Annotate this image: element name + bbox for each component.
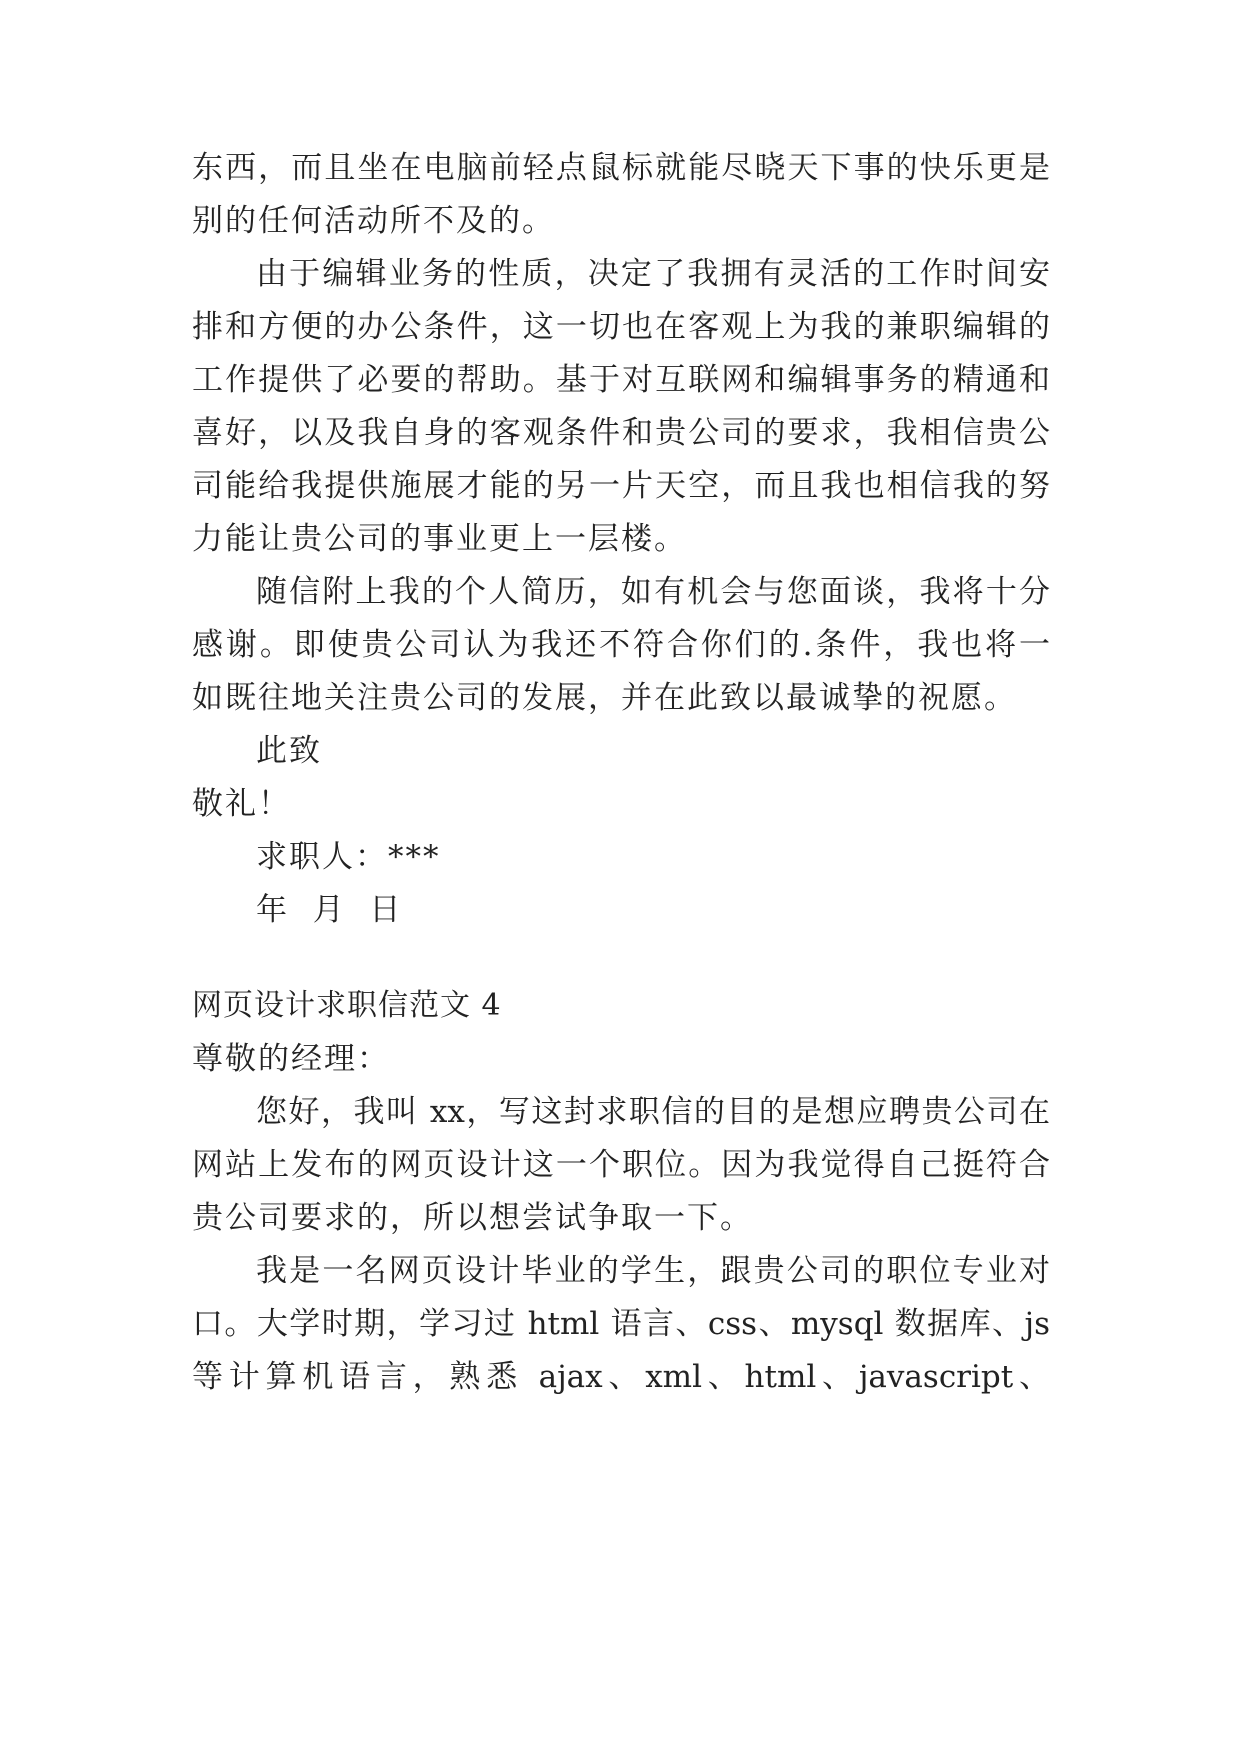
text-line: 感谢。即使贵公司认为我还不符合你们的.条件，我也将一 xyxy=(192,627,1050,663)
text-line: 工作提供了必要的帮助。基于对互联网和编辑事务的精通和 xyxy=(192,362,1050,398)
text-line: 如既往地关注贵公司的发展，并在此致以最诚挚的祝愿。 xyxy=(192,680,1017,716)
text-line: 等计算机语言，熟悉 ajax、xml、html、javascript、 xyxy=(192,1359,1050,1395)
text-line: 网站上发布的网页设计这一个职位。因为我觉得自己挺符合 xyxy=(192,1147,1050,1183)
text-line: 贵公司要求的，所以想尝试争取一下。 xyxy=(192,1200,753,1236)
text-line: 口。大学时期，学习过 html 语言、css、mysql 数据库、js xyxy=(192,1306,1050,1342)
text-line: 喜好，以及我自身的客观条件和贵公司的要求，我相信贵公 xyxy=(192,415,1050,451)
signature-date: 年 月 日 xyxy=(256,892,403,928)
paragraph-first-line: 您好，我叫 xx，写这封求职信的目的是想应聘贵公司在 xyxy=(256,1094,1050,1130)
text-line: 东西，而且坐在电脑前轻点鼠标就能尽晓天下事的快乐更是 xyxy=(192,150,1050,186)
closing-regards: 敬礼！ xyxy=(192,786,291,822)
text-line: 司能给我提供施展才能的另一片天空，而且我也相信我的努 xyxy=(192,468,1050,504)
text-line: 别的任何活动所不及的。 xyxy=(192,203,555,239)
paragraph-first-line: 随信附上我的个人简历，如有机会与您面谈，我将十分 xyxy=(256,574,1050,610)
section-title: 网页设计求职信范文 4 xyxy=(192,988,502,1023)
text-line: 排和方便的办公条件，这一切也在客观上为我的兼职编辑的 xyxy=(192,309,1050,345)
text-line: 力能让贵公司的事业更上一层楼。 xyxy=(192,521,687,557)
paragraph-first-line: 由于编辑业务的性质，决定了我拥有灵活的工作时间安 xyxy=(256,256,1050,292)
letter-greeting: 尊敬的经理： xyxy=(192,1041,390,1077)
signature-applicant: 求职人：*** xyxy=(256,839,441,875)
closing-salutation: 此致 xyxy=(256,733,322,769)
paragraph-first-line: 我是一名网页设计毕业的学生，跟贵公司的职位专业对 xyxy=(256,1253,1050,1289)
